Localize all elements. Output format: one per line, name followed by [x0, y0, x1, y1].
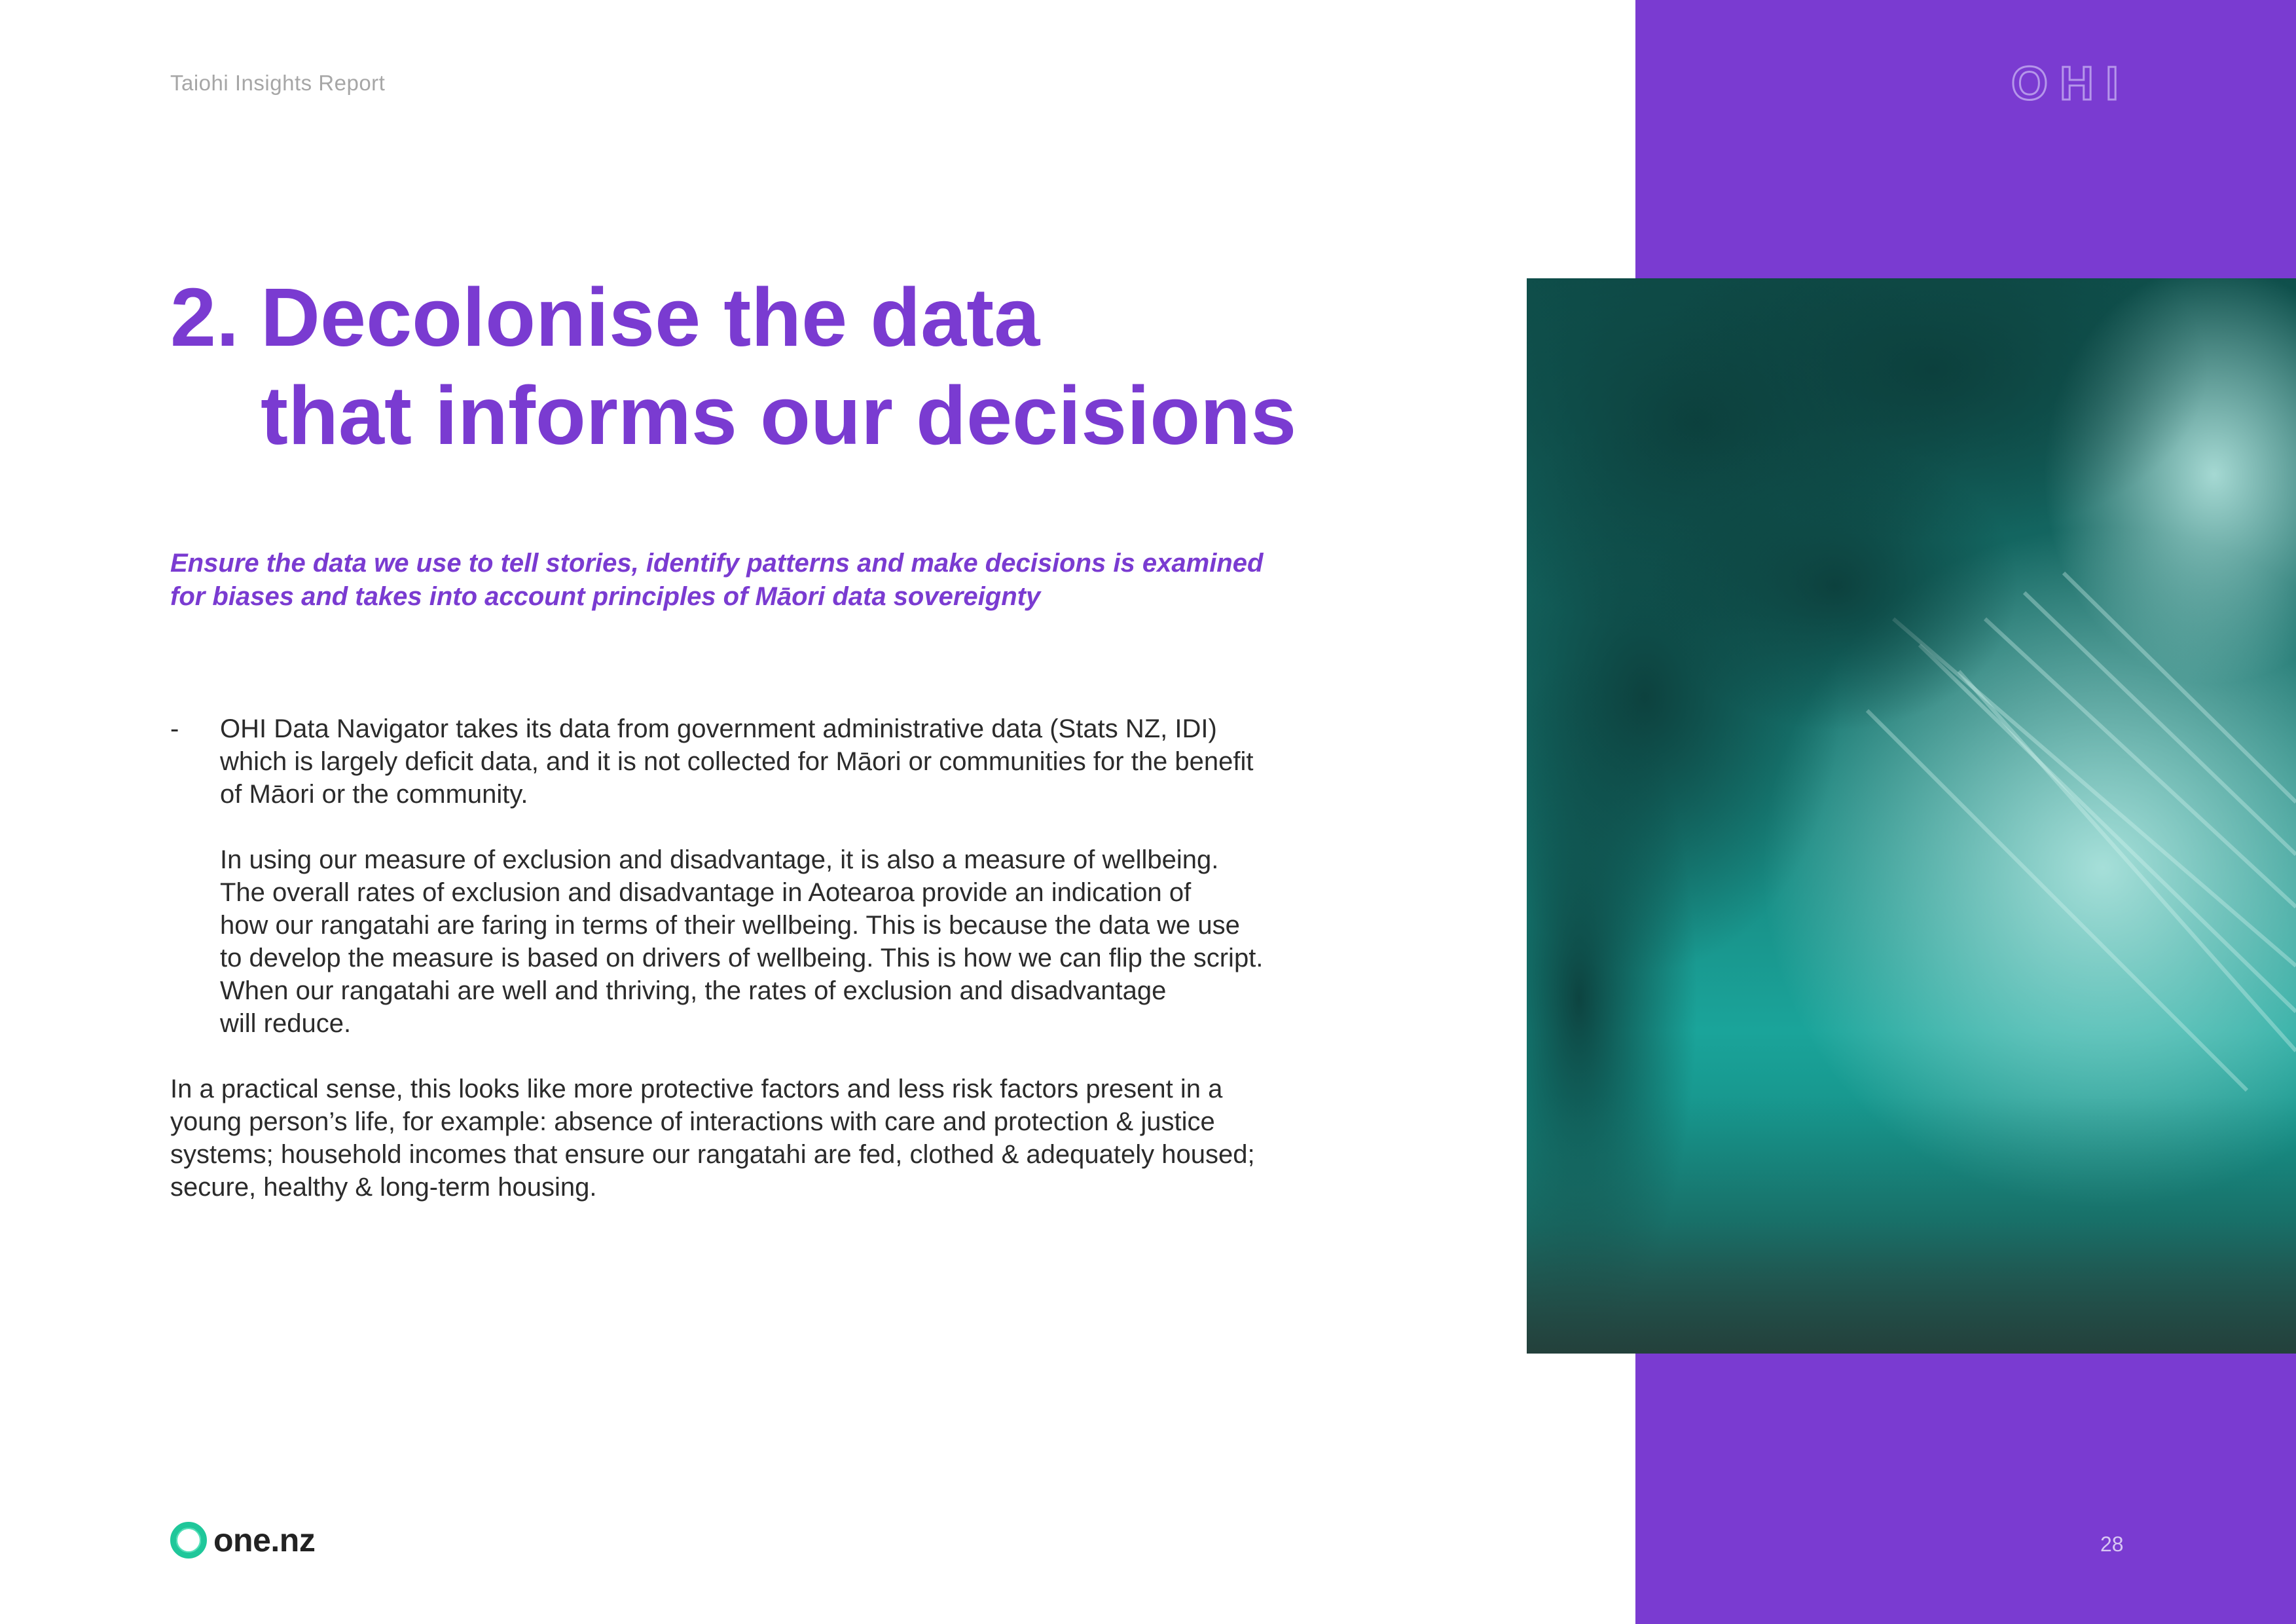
bullet-item [170, 712, 1388, 1040]
lead-statement [170, 547, 1349, 614]
text-line: of Māori or the community. [220, 780, 528, 809]
text-line: The overall rates of exclusion and disadvantage in Aotearoa provide an indication of [220, 878, 1192, 907]
body-text [170, 712, 1388, 1204]
ring-logo-icon [170, 1522, 207, 1559]
text-line: which is largely deficit data, and it is not collected for Māori or communities for the benefit [220, 747, 1254, 776]
section-title [170, 268, 1480, 465]
lead-line-2: for biases and takes into account principles of Māori data sovereignty [170, 582, 1041, 611]
title-line-2: that informs our decisions [261, 369, 1297, 462]
bullet-marker: - [170, 714, 179, 743]
bullet-paragraph-1 [220, 712, 1388, 811]
bullet-paragraph-2 [220, 843, 1388, 1040]
closing-paragraph [170, 1073, 1388, 1204]
text-line: OHI Data Navigator takes its data from government administrative data (Stats NZ, IDI) [220, 714, 1217, 743]
text-line: how our rangatahi are faring in terms of their wellbeing. This is because the data we use [220, 911, 1240, 940]
underwater-photo [1527, 278, 2296, 1354]
text-line: systems; household incomes that ensure our rangatahi are fed, clothed & adequately housed; [170, 1140, 1255, 1169]
text-line: When our rangatahi are well and thriving, the rates of exclusion and disadvantage [220, 976, 1167, 1005]
brand-name: one.nz [213, 1522, 316, 1559]
lead-line-1: Ensure the data we use to tell stories, identify patterns and make decisions is examined [170, 549, 1264, 578]
footer-brand [170, 1521, 315, 1560]
text-line: In a practical sense, this looks like more protective factors and less risk factors present in a [170, 1075, 1223, 1103]
running-head: Taiohi Insights Report [170, 71, 386, 95]
title-line-1: Decolonise the data [261, 271, 1040, 363]
text-line: will reduce. [220, 1009, 352, 1038]
text-line: secure, healthy & long-term housing. [170, 1173, 597, 1202]
text-line: to develop the measure is based on drivers of wellbeing. This is how we can flip the script. [220, 944, 1264, 972]
text-line: young person’s life, for example: absence of interactions with care and protection & justice [170, 1107, 1215, 1136]
section-number: 2. [170, 271, 240, 363]
ohi-logo: OHI [2011, 58, 2131, 110]
text-line: In using our measure of exclusion and disadvantage, it is also a measure of wellbeing. [220, 845, 1219, 874]
page-number: 28 [2100, 1532, 2124, 1556]
underwater-photo-art [1527, 278, 2296, 1354]
